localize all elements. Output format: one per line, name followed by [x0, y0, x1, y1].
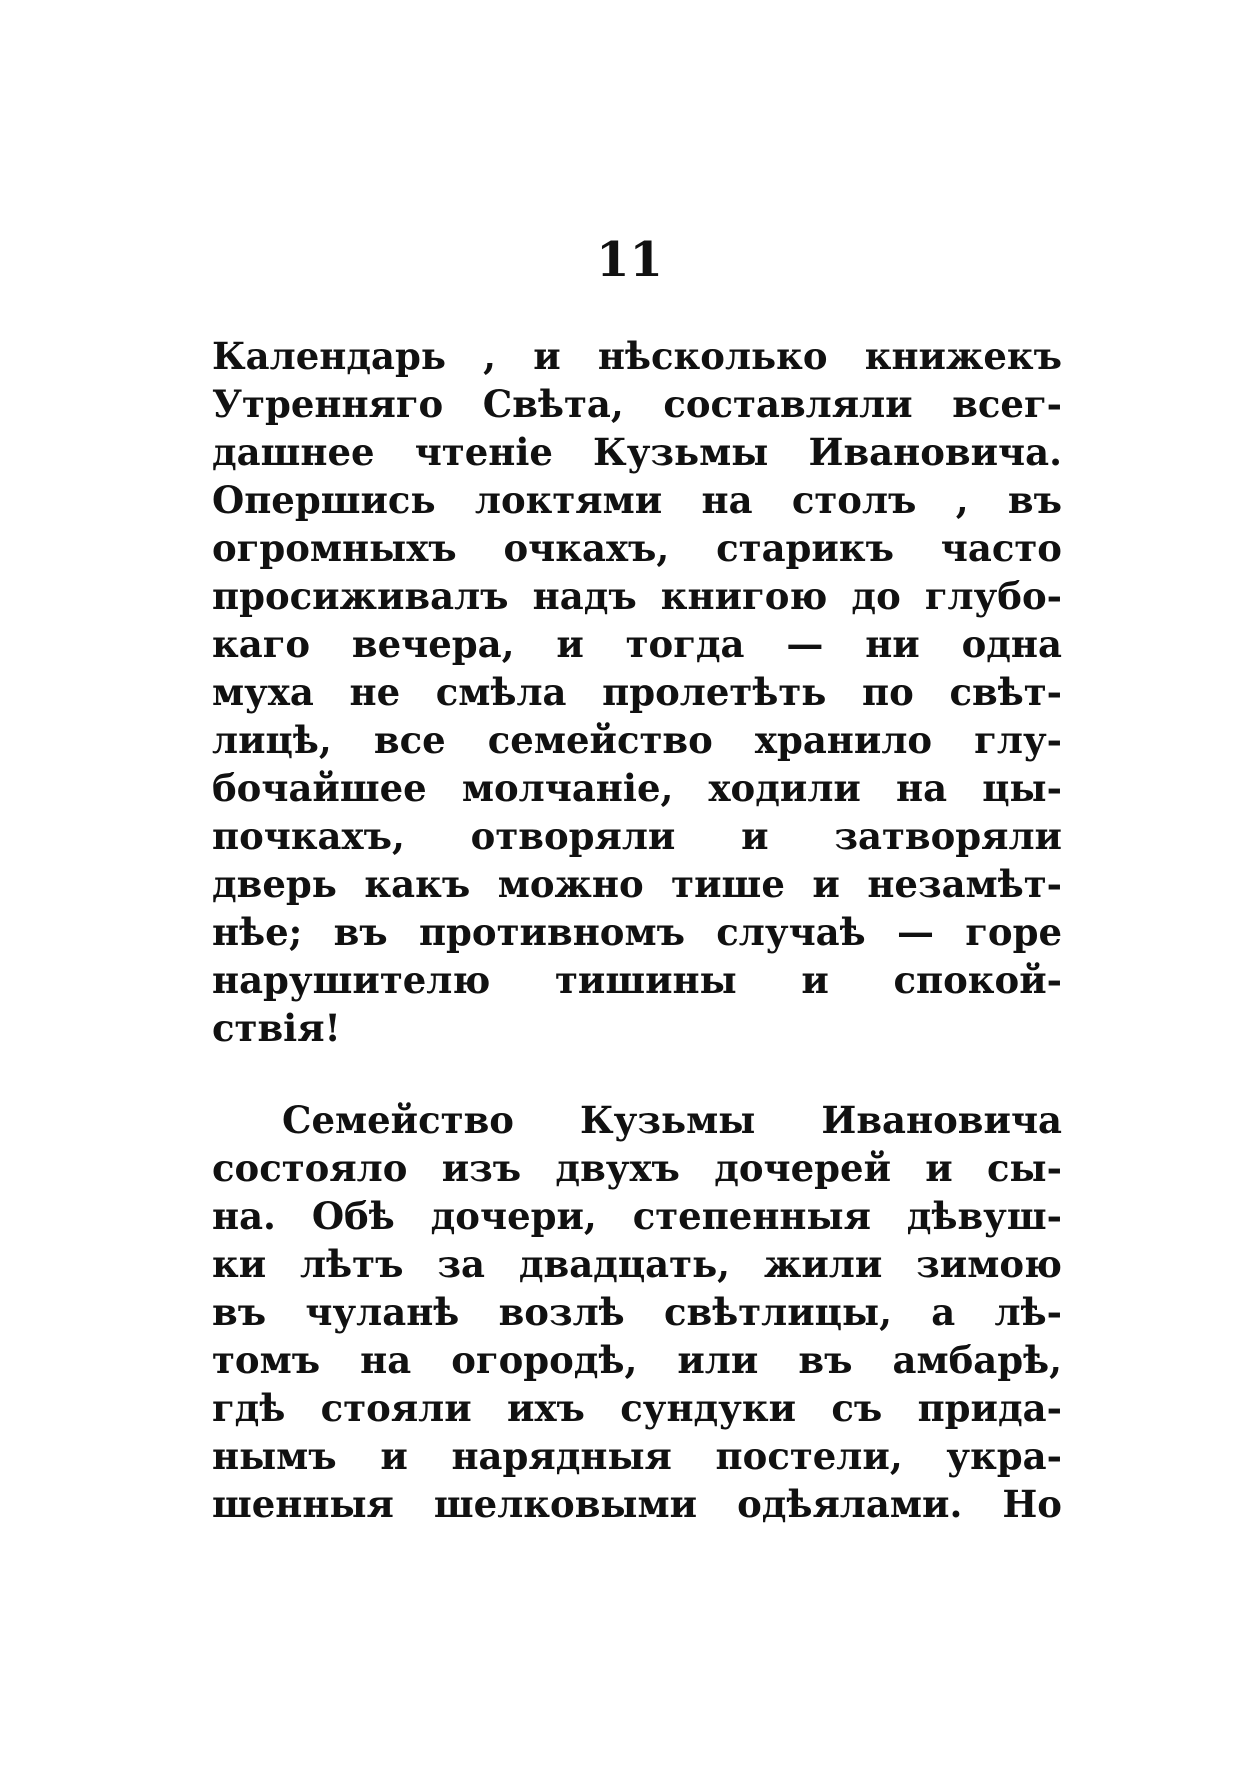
- text-line: нарушителю тишины и спокой-: [212, 958, 1062, 1002]
- text-line: Календарь , и нѣсколько книжекъ: [212, 334, 1062, 378]
- text-line: въ чуланѣ возлѣ свѣтлицы, а лѣ-: [212, 1290, 1062, 1334]
- text-line: Опершись локтями на столъ , въ: [212, 478, 1062, 522]
- text-line: дашнее чтеніе Кузьмы Ивановича.: [212, 430, 1062, 474]
- paragraph-2: [212, 1096, 1062, 1528]
- text-line: на. Обѣ дочери, степенныя дѣвуш-: [212, 1194, 1062, 1238]
- text-line: томъ на огородѣ, или въ амбарѣ,: [212, 1338, 1062, 1382]
- text-line: каго вечера, и тогда — ни одна: [212, 622, 1062, 666]
- text-line: Утренняго Свѣта, составляли всег-: [212, 382, 1062, 426]
- text-line: ствія!: [212, 1006, 341, 1050]
- text-line: почкахъ, отворяли и затворяли: [212, 814, 1062, 858]
- text-line: муха не смѣла пролетѣть по свѣт-: [212, 670, 1062, 714]
- text-line: лицѣ, все семейство хранило глу-: [212, 718, 1062, 762]
- text-line: бочайшее молчаніе, ходили на цы-: [212, 766, 1062, 810]
- text-line: шенныя шелковыми одѣялами. Но: [212, 1482, 1062, 1526]
- text-line: нѣе; въ противномъ случаѣ — горе: [212, 910, 1062, 954]
- text-line: дверь какъ можно тише и незамѣт-: [212, 862, 1062, 906]
- text-line: состояло изъ двухъ дочерей и сы-: [212, 1146, 1062, 1190]
- text-line: нымъ и нарядныя постели, укра-: [212, 1434, 1062, 1478]
- text-line: гдѣ стояли ихъ сундуки съ прида-: [212, 1386, 1062, 1430]
- page-number: 11: [596, 232, 663, 288]
- text-line: ки лѣтъ за двадцать, жили зимою: [212, 1242, 1062, 1286]
- text-line: просиживалъ надъ книгою до глубо-: [212, 574, 1062, 618]
- text-line: огромныхъ очкахъ, старикъ часто: [212, 526, 1062, 570]
- text-line: Семейство Кузьмы Ивановича: [282, 1098, 1062, 1142]
- paragraph-1: [212, 332, 1062, 1052]
